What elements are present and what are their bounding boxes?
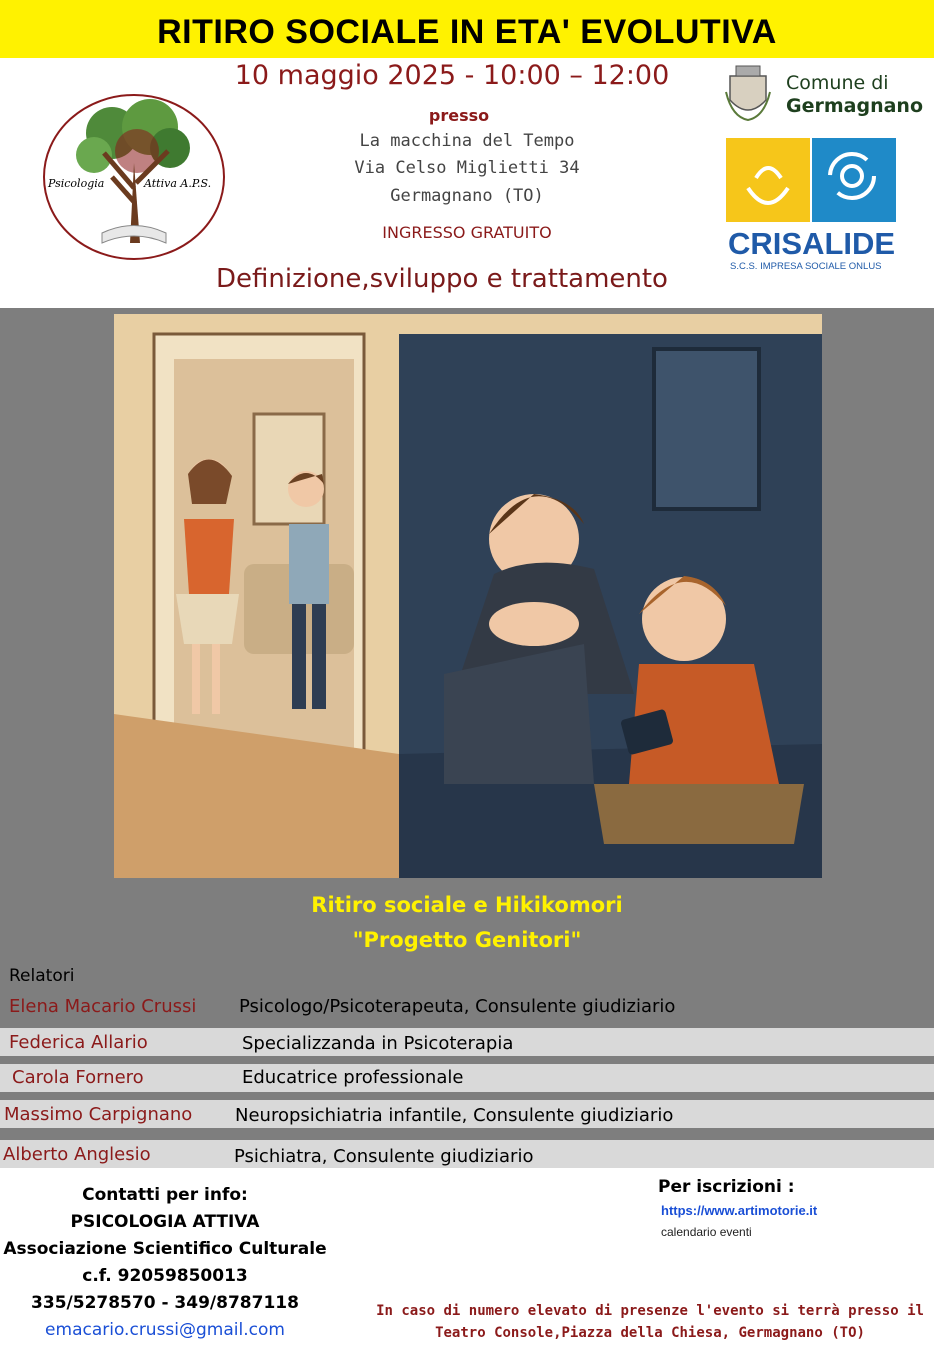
crisalide-swirl-icon — [726, 138, 896, 222]
speaker-role: Specializzanda in Psicoterapia — [242, 1033, 514, 1054]
logo-text-attiva: Attiva A.P.S. — [144, 177, 212, 190]
presso-label: presso — [428, 106, 490, 125]
speaker-role: Psicologo/Psicoterapeuta, Consulente giudiziario — [239, 996, 676, 1017]
logo-text-psicologia: Psicologia — [48, 177, 105, 190]
contacts-cf: c.f. 92059850013 — [82, 1266, 248, 1286]
speaker-name: Massimo Carpignano — [4, 1104, 193, 1125]
page-title: RITIRO SOCIALE IN ETA' EVOLUTIVA — [157, 13, 777, 51]
talk-project: "Progetto Genitori" — [352, 928, 582, 952]
contacts-phones: 335/5278570 - 349/8787118 — [31, 1293, 299, 1313]
crisalide-name: CRISALIDE — [728, 226, 896, 261]
speaker-role: Neuropsichiatria infantile, Consulente giudiziario — [235, 1105, 674, 1126]
registration-note: calendario eventi — [661, 1225, 752, 1239]
comune-logo — [722, 62, 927, 128]
free-entry-label: INGRESSO GRATUITO — [382, 223, 552, 242]
contacts-desc: Associazione Scientifico Culturale — [3, 1239, 327, 1259]
footer-line1: In caso di numero elevato di presenze l'evento si terrà presso il — [376, 1303, 924, 1319]
speaker-role: Psichiatra, Consulente giudiziario — [234, 1146, 534, 1167]
title-banner — [0, 0, 934, 58]
speaker-role: Educatrice professionale — [242, 1067, 464, 1088]
speaker-name: Federica Allario — [9, 1032, 148, 1053]
event-datetime: 10 maggio 2025 - 10:00 – 12:00 — [234, 60, 670, 91]
talk-title: Ritiro sociale e Hikikomori — [311, 893, 623, 917]
footer-note — [350, 1300, 934, 1344]
speaker-name: Elena Macario Crussi — [9, 996, 197, 1017]
footer-line2: Teatro Console,Piazza della Chiesa, Germagnano (TO) — [435, 1325, 865, 1341]
contacts-block — [0, 1182, 330, 1344]
speaker-name: Alberto Anglesio — [3, 1144, 151, 1165]
speakers-label: Relatori — [9, 966, 75, 986]
event-subtitle: Definizione,sviluppo e trattamento — [216, 264, 668, 294]
speaker-name: Carola Fornero — [12, 1067, 144, 1088]
illustration-scene-icon — [114, 314, 822, 878]
crisalide-tagline: S.C.S. IMPRESA SOCIALE ONLUS — [730, 261, 882, 272]
comune-line2: Germagnano — [786, 95, 923, 117]
contacts-org: PSICOLOGIA ATTIVA — [70, 1212, 260, 1232]
coat-of-arms-icon — [722, 62, 774, 124]
contacts-email[interactable]: emacario.crussi@gmail.com — [45, 1320, 285, 1340]
contacts-title: Contatti per info: — [82, 1185, 248, 1205]
registration-title: Per iscrizioni : — [658, 1177, 795, 1197]
registration-link[interactable]: https://www.artimotorie.it — [661, 1203, 818, 1218]
comune-line1: Comune di — [786, 72, 889, 94]
venue-city: Germagnano (TO) — [390, 186, 544, 206]
venue-name: La macchina del Tempo — [359, 131, 575, 151]
crisalide-logo — [726, 138, 896, 278]
venue-street: Via Celso Miglietti 34 — [354, 158, 580, 178]
illustration-withdrawn-children — [114, 314, 822, 878]
